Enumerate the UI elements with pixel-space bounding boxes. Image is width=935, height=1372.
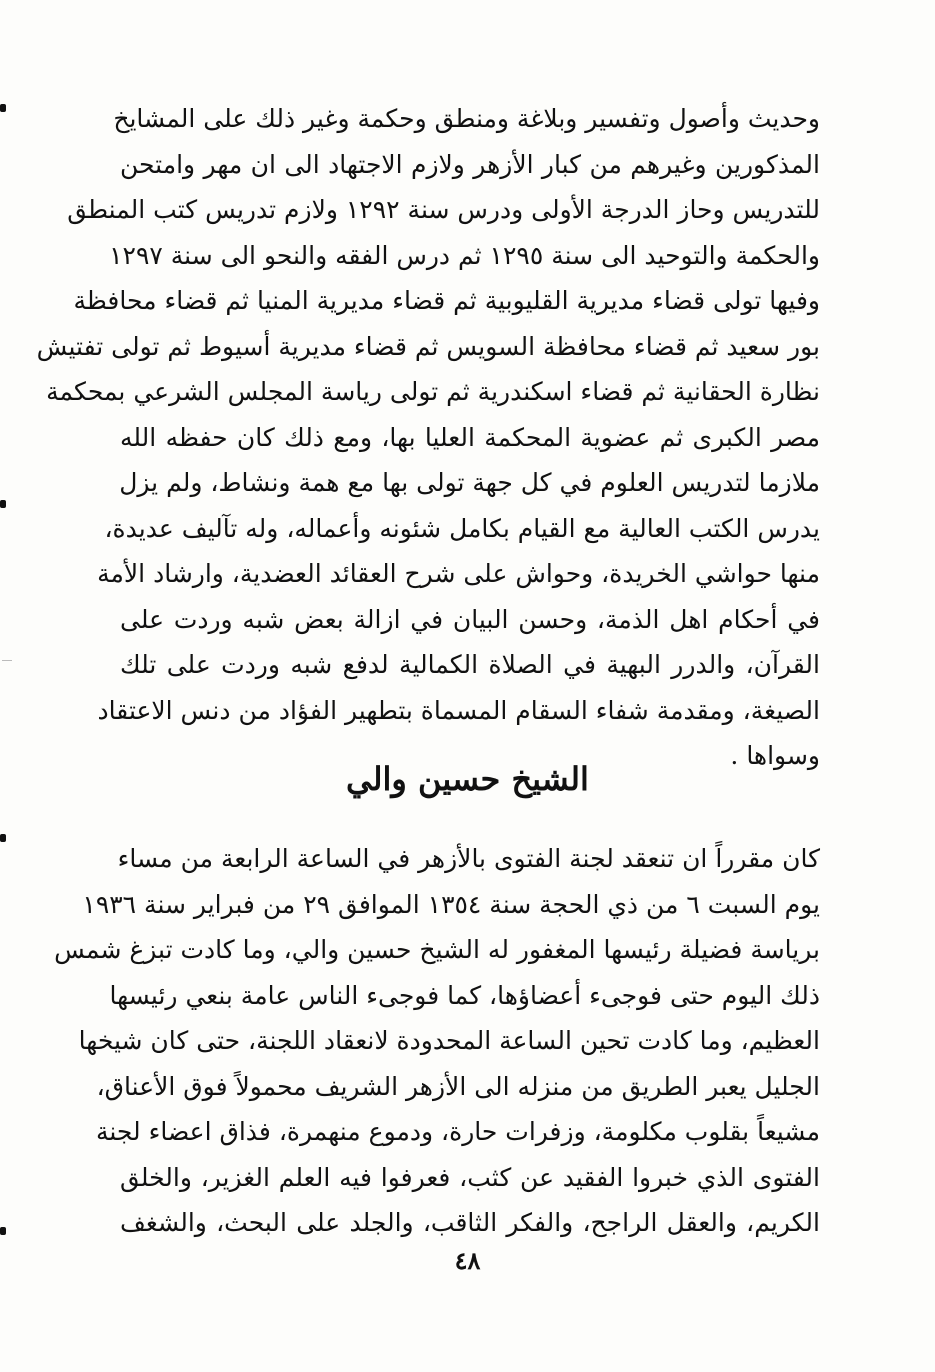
text-line: وفيها تولى قضاء مديرية القليوبية ثم قضاء مديرية المنيا ثم قضاء محافظة [73, 286, 820, 315]
text-line: ذلك اليوم حتى فوجىء أعضاؤها، كما فوجىء الناس عامة بنعي رئيسها [109, 980, 820, 1010]
biography-paragraph [36, 96, 820, 779]
page-number: ٤٨ [454, 1246, 481, 1275]
scan-edge-mark [0, 500, 6, 508]
scan-edge-mark [0, 104, 6, 112]
text-line: مصر الكبرى ثم عضوية المحكمة العليا بها، ومع ذلك كان حفظه الله [120, 422, 820, 452]
section-heading: الشيخ حسين والي [346, 760, 589, 798]
text-line: المذكورين وغيرهم من كبار الأزهر ولازم الاجتهاد الى ان مهر وامتحن [120, 149, 820, 179]
text-line: العظيم، وما كادت تحين الساعة المحدودة لانعقاد اللجنة، حتى كان شيخها [78, 1026, 820, 1055]
scan-edge-mark [0, 834, 6, 842]
scan-speck [2, 660, 12, 661]
text-line: وسواها . [730, 741, 820, 770]
text-line: القرآن، والدرر البهية في الصلاة الكمالية لدفع شبه وردت على تلك [120, 650, 820, 679]
text-line: كان مقرراً ان تنعقد لجنة الفتوى بالأزهر في الساعة الرابعة من مساء [117, 844, 820, 873]
text-line: الكريم، والعقل الراجح، والفكر الثاقب، والجلد على البحث، والشغف [120, 1208, 820, 1237]
text-line: الفتوى الذي خبروا الفقيد عن كثب، فعرفوا فيه العلم الغزير، والخلق [120, 1162, 820, 1192]
text-line: الصيغة، ومقدمة شفاء السقام المسماة بتطهير الفؤاد من دنس الاعتقاد [97, 695, 820, 725]
text-line: نظارة الحقانية ثم قضاء اسكندرية ثم تولى رياسة المجلس الشرعي بمحكمة [46, 377, 820, 406]
text-line: في أحكام اهل الذمة، وحسن البيان في ازالة بعض شبه وردت على [120, 604, 820, 634]
text-line: يدرس الكتب العالية مع القيام بكامل شئونه وأعماله، وله تآليف عديدة، [104, 513, 820, 543]
text-line: يوم السبت ٦ من ذي الحجة سنة ١٣٥٤ الموافق ٢٩ من فبراير سنة ١٩٣٦ [82, 889, 820, 919]
text-line: بور سعيد ثم قضاء محافظة السويس ثم قضاء مديرية أسيوط ثم تولى تفتيش [36, 331, 820, 361]
text-line: منها حواشي الخريدة، وحواش على شرح العقائد العضدية، وارشاد الأمة [97, 559, 820, 588]
text-line: مشيعاً بقلوب مكلومة، وزفرات حارة، ودموع منهمرة، فذاق اعضاء لجنة [95, 1117, 820, 1146]
text-line: للتدريس وحاز الدرجة الأولى ودرس سنة ١٢٩٢ ولازم تدريس كتب المنطق [67, 195, 820, 224]
text-line: برياسة فضيلة رئيسها المغفور له الشيخ حسين والي، وما كادت تبزغ شمس [54, 935, 820, 964]
scan-edge-mark [0, 1227, 6, 1235]
text-line: ملازما لتدريس العلوم في كل جهة تولى بها مع همة ونشاط، ولم يزل [119, 468, 820, 497]
text-line: وحديث وأصول وتفسير وبلاغة ومنطق وحكمة وغير ذلك على المشايخ [113, 104, 820, 133]
obituary-paragraph [54, 836, 820, 1246]
text-line: الجليل يعبر الطريق من منزله الى الأزهر الشريف محمولاً فوق الأعناق، [96, 1071, 820, 1101]
text-line: والحكمة والتوحيد الى سنة ١٢٩٥ ثم درس الفقه والنحو الى سنة ١٢٩٧ [109, 240, 820, 270]
